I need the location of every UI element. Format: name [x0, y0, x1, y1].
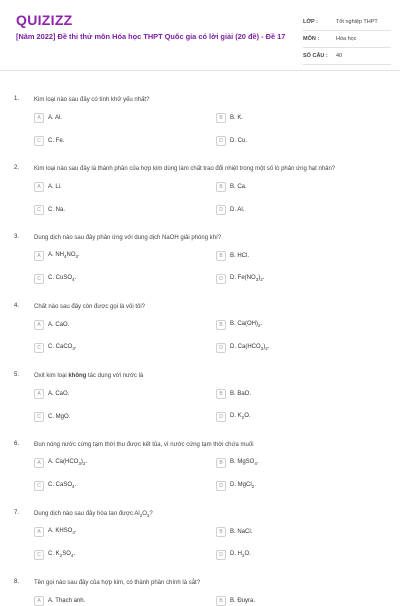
question-text: Dung dịch nào sau đây hòa tan được $Al_2O_3$? [34, 511, 153, 519]
option-text: C. CaCO$_3$. [48, 344, 77, 352]
option-text: C. CaSO$_4$. [48, 482, 77, 490]
option-text: A. Li. [48, 184, 62, 190]
option-letter-box: A [34, 251, 44, 261]
meta-row-class [303, 14, 391, 31]
answer-option-a[interactable] [34, 320, 69, 330]
option-text: C. MgO. [48, 414, 71, 420]
question-number: 5. [14, 372, 20, 378]
option-letter-box: B [216, 182, 226, 192]
answer-option-a[interactable] [34, 389, 69, 399]
meta-value: Hóa học [336, 36, 357, 42]
option-letter-box: B [216, 596, 226, 606]
option-text: A. $Ca(HCO_3)_2$. [48, 459, 88, 467]
question-number: 3. [14, 234, 20, 240]
option-letter-box: D [216, 481, 226, 491]
question-text: Kim loại nào sau đây có tính khử yếu nhất? [34, 97, 150, 103]
option-text: D. $K_2O$. [230, 413, 251, 421]
option-text: B. Đuyra. [230, 598, 256, 604]
option-text: D. $Ca(HCO_3)_2$. [230, 344, 270, 352]
option-text: B. MgSO$_4$. [230, 459, 259, 467]
answer-option-b[interactable] [216, 596, 255, 606]
option-letter-box: D [216, 343, 226, 353]
question-number: 2. [14, 165, 20, 171]
option-letter-box: A [34, 458, 44, 468]
option-text: B. BaO. [230, 391, 252, 397]
option-text: A. $KHSO_4$. [48, 528, 77, 536]
option-letter-box: C [34, 412, 44, 422]
answer-option-b[interactable] [216, 182, 247, 192]
question-text: Kim loại nào sau đây là thành phần của hợp kim dùng làm chất trao đổi nhiệt trong một số lò phản ứng hạt nhân? [34, 166, 336, 172]
option-text: D. $H_2O$. [230, 551, 251, 559]
option-text: A. $NH_4NO_3$. [48, 252, 80, 260]
question-text: Chất nào sau đây còn được gọi là vôi tôi? [34, 304, 146, 310]
answer-option-c[interactable] [34, 274, 76, 284]
answer-option-b[interactable] [216, 527, 252, 537]
question-number: 6. [14, 441, 20, 447]
option-letter-box: C [34, 550, 44, 560]
option-letter-box: C [34, 274, 44, 284]
option-letter-box: A [34, 389, 44, 399]
meta-label: LỚP : [303, 19, 318, 25]
option-text: C. Na. [48, 207, 66, 213]
option-text: B. HCl. [230, 253, 250, 259]
question-number: 7. [14, 510, 20, 516]
answer-option-b[interactable] [216, 389, 251, 399]
worksheet-title: [Năm 2022] Đề thi thử môn Hóa học THPT Quốc gia có lời giải (20 đề) - Đề 17 [16, 32, 286, 41]
answer-option-a[interactable] [34, 458, 87, 468]
option-letter-box: C [34, 343, 44, 353]
option-text: D. MgCl$_2$. [230, 482, 256, 490]
answer-option-a[interactable] [34, 251, 80, 261]
option-letter-box: D [216, 412, 226, 422]
option-letter-box: A [34, 596, 44, 606]
answer-option-b[interactable] [216, 320, 262, 330]
option-text: A. Thạch anh. [48, 598, 86, 604]
question-text: Tên gọi nào sau đây của hợp kim, có thành phần chính là sắt? [34, 580, 201, 586]
option-letter-box: C [34, 136, 44, 146]
answer-option-a[interactable] [34, 182, 62, 192]
option-letter-box: D [216, 205, 226, 215]
question-text: Oxit kim loại không tác dụng với nước là [34, 373, 144, 379]
answer-option-d[interactable] [216, 481, 256, 491]
option-text: A. CaO. [48, 391, 70, 397]
option-letter-box: D [216, 274, 226, 284]
answer-option-a[interactable] [34, 113, 62, 123]
option-text: B. K. [230, 115, 244, 121]
answer-option-a[interactable] [34, 527, 77, 537]
question-number: 8. [14, 579, 20, 585]
option-text: D. $Fe(NO_3)_2$. [230, 275, 265, 283]
option-text: B. $Ca(OH)_2$. [230, 321, 263, 329]
answer-option-c[interactable] [34, 205, 65, 215]
option-text: D. Al. [230, 207, 245, 213]
option-letter-box: B [216, 527, 226, 537]
meta-row-count [303, 48, 391, 65]
meta-label: MÔN : [303, 36, 320, 42]
meta-value: 40 [336, 53, 343, 59]
option-text: A. Al. [48, 115, 63, 121]
option-text: D. Cu. [230, 138, 248, 144]
answer-option-d[interactable] [216, 550, 251, 560]
option-letter-box: D [216, 550, 226, 560]
meta-row-subject [303, 31, 391, 48]
option-letter-box: A [34, 182, 44, 192]
option-text: A. CaO. [48, 322, 70, 328]
option-letter-box: A [34, 113, 44, 123]
answer-option-a[interactable] [34, 596, 85, 606]
answer-option-d[interactable] [216, 343, 269, 353]
quizizz-logo: QUIZIZZ [16, 12, 73, 28]
option-letter-box: A [34, 320, 44, 330]
option-letter-box: C [34, 481, 44, 491]
worksheet-meta [303, 14, 391, 65]
option-letter-box: B [216, 251, 226, 261]
meta-label: SỐ CÂU : [303, 53, 328, 59]
answer-option-c[interactable] [34, 343, 77, 353]
question-number: 4. [14, 303, 20, 309]
question-text: Đun nóng nước cứng tạm thời thu được kết tủa, vì nước cứng tạm thời chứa muối [34, 442, 254, 448]
answer-option-b[interactable] [216, 251, 249, 261]
answer-option-c[interactable] [34, 481, 76, 491]
answer-option-d[interactable] [216, 274, 264, 284]
question-number: 1. [14, 96, 20, 102]
answer-option-c[interactable] [34, 412, 70, 422]
option-letter-box: B [216, 458, 226, 468]
option-text: C. $K_2SO_4$. [48, 551, 76, 559]
answer-option-d[interactable] [216, 412, 251, 422]
answer-option-d[interactable] [216, 205, 244, 215]
answer-option-c[interactable] [34, 136, 64, 146]
option-letter-box: D [216, 136, 226, 146]
answer-option-c[interactable] [34, 550, 75, 560]
option-letter-box: A [34, 527, 44, 537]
option-text: B. Ca. [230, 184, 247, 190]
option-text: B. NaCl. [230, 529, 253, 535]
question-text: Dung dịch nào sau đây phản ứng với dung dịch NaOH giải phóng khí? [34, 235, 222, 241]
worksheet-header [0, 0, 400, 71]
option-letter-box: B [216, 113, 226, 123]
option-text: C. CuSO$_4$. [48, 275, 77, 283]
meta-value: Tốt nghiệp THPT [336, 19, 378, 25]
option-letter-box: C [34, 205, 44, 215]
option-text: C. Fe. [48, 138, 65, 144]
answer-option-b[interactable] [216, 458, 259, 468]
answer-option-b[interactable] [216, 113, 243, 123]
answer-option-d[interactable] [216, 136, 247, 146]
option-letter-box: B [216, 320, 226, 330]
option-letter-box: B [216, 389, 226, 399]
